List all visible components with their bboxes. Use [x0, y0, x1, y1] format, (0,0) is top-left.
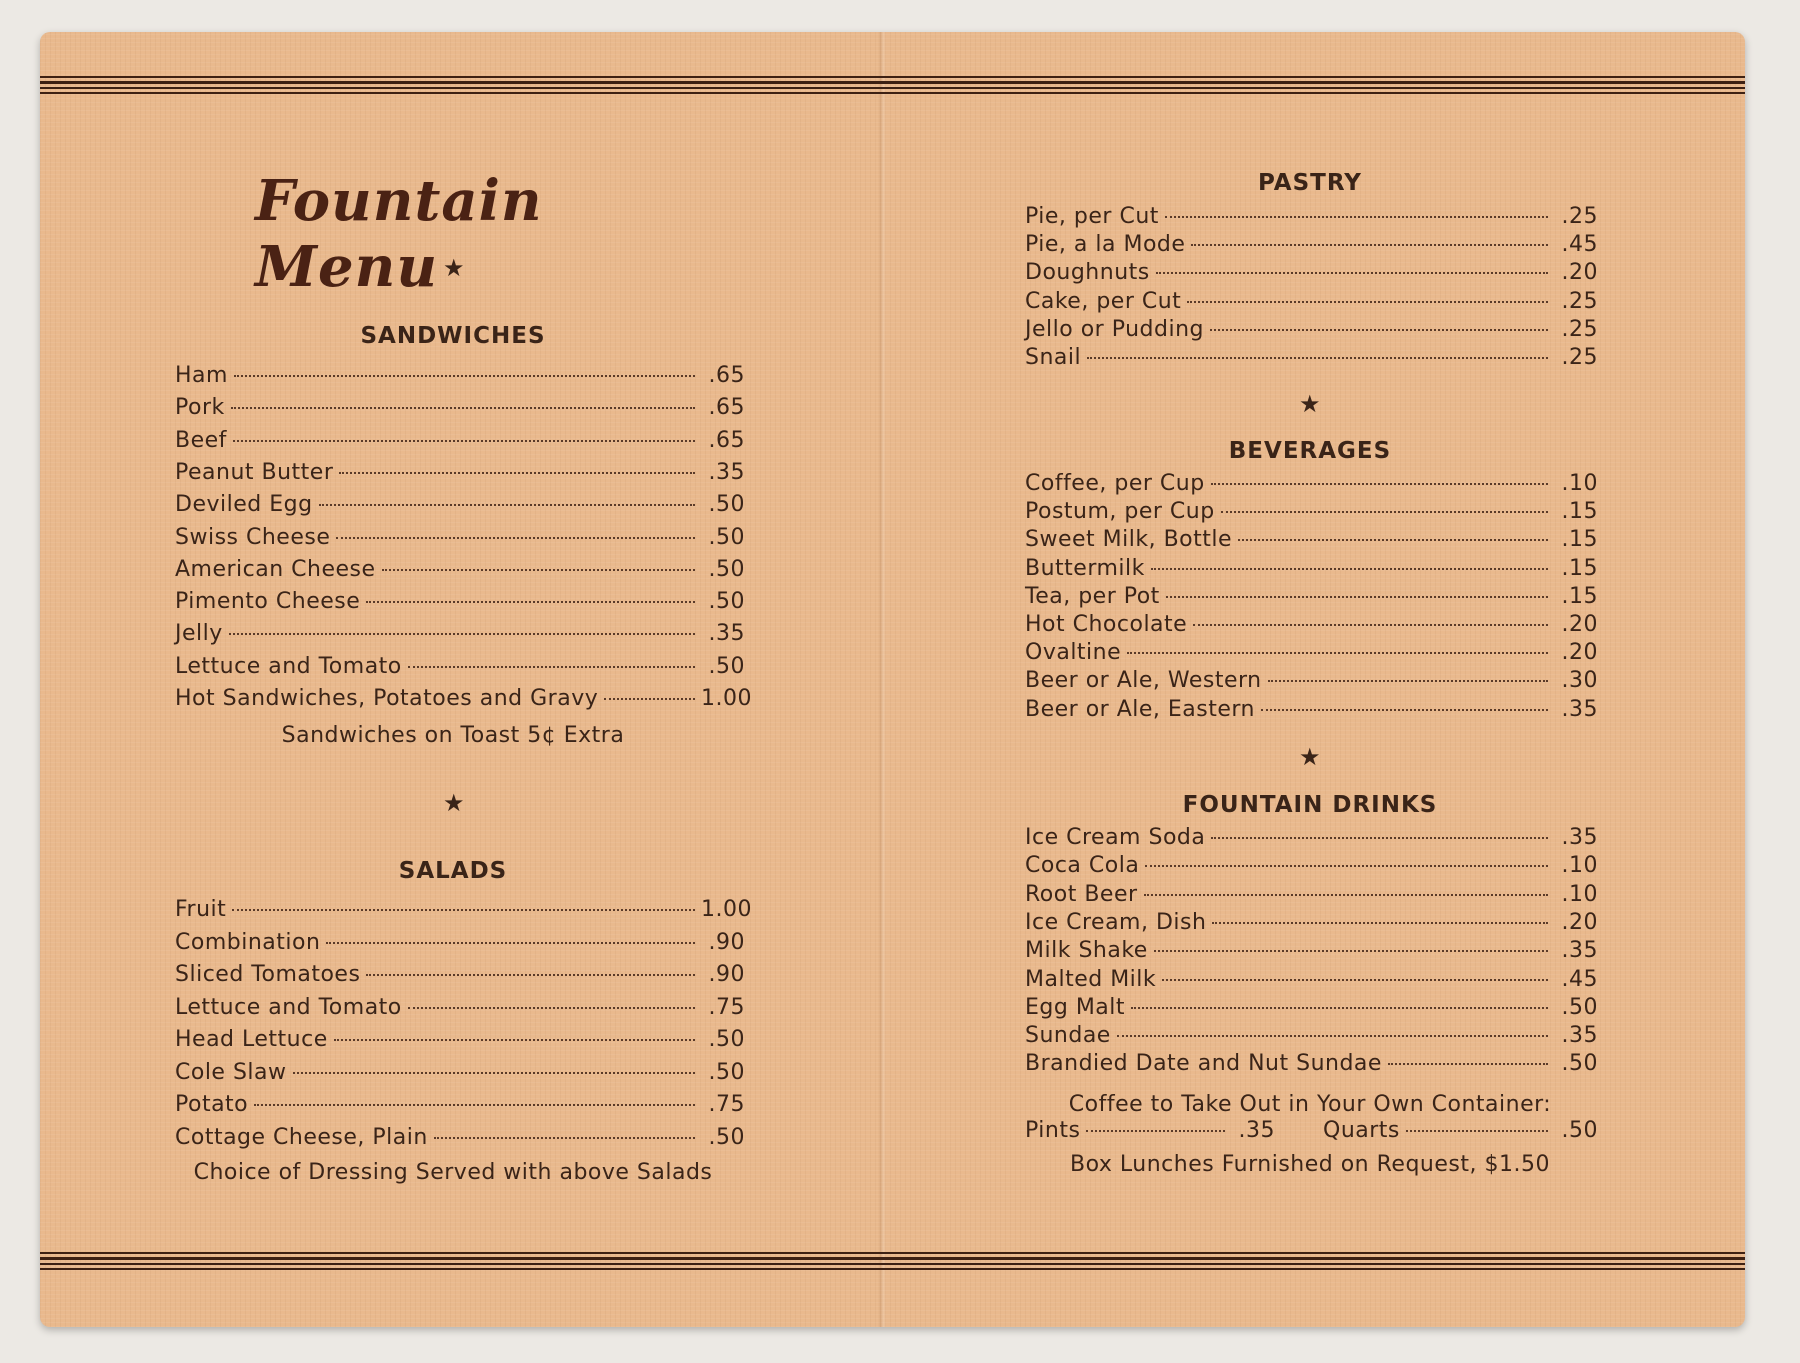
box-lunches-note: Box Lunches Furnished on Request, $1.50: [1070, 1152, 1550, 1177]
dot-leader: [293, 1072, 695, 1074]
menu-item: [1025, 938, 1598, 968]
menu-item-price: .10: [1561, 881, 1598, 907]
salads-heading: SALADS: [398, 858, 508, 884]
menu-item-price: .20: [1561, 260, 1598, 286]
star-icon: ★: [1299, 743, 1321, 771]
top-decorative-rule: [40, 76, 1745, 94]
menu-item-name: Cottage Cheese, Plain: [175, 1124, 428, 1150]
menu-item-price: .45: [1561, 232, 1598, 258]
menu-item-price: .35: [1561, 938, 1598, 964]
menu-item: [1025, 204, 1598, 234]
dot-leader: [1154, 950, 1548, 952]
quarts-row: [1323, 1118, 1598, 1148]
menu-item-name: Brandied Date and Nut Sundae: [1025, 1051, 1382, 1077]
menu-item-name: Milk Shake: [1025, 938, 1148, 964]
menu-item: [1025, 612, 1598, 642]
menu-item: [1025, 317, 1598, 347]
menu-item-price: .50: [708, 1027, 745, 1052]
menu-item-price: .35: [1561, 825, 1598, 850]
dot-leader: [1388, 1063, 1548, 1065]
bottom-decorative-rule: [40, 1252, 1745, 1270]
menu-item-name: Pimento Cheese: [175, 589, 361, 615]
menu-item-name: Jello or Pudding: [1025, 316, 1204, 342]
menu-item-price: .15: [1561, 499, 1598, 525]
dot-leader: [1131, 1007, 1548, 1009]
menu-item-price: .50: [708, 589, 745, 615]
menu-item-name: Ice Cream Soda: [1025, 825, 1206, 850]
dot-leader: [1212, 922, 1548, 924]
menu-item: [1025, 640, 1598, 670]
menu-item-name: Head Lettuce: [175, 1027, 328, 1052]
menu-item-name: Postum, per Cup: [1025, 499, 1215, 525]
menu-item-name: Snail: [1025, 345, 1082, 370]
menu-item: [1025, 697, 1598, 727]
dot-leader: [408, 666, 695, 668]
menu-item-name: Lettuce and Tomato: [175, 653, 402, 679]
dot-leader: [233, 440, 695, 442]
menu-item-name: Ovaltine: [1025, 640, 1122, 666]
dot-leader: [1211, 483, 1548, 485]
menu-item-price: .35: [1561, 696, 1598, 722]
menu-item: [175, 1060, 745, 1090]
menu-item-price: .20: [1561, 612, 1598, 637]
menu-item-name: Cole Slaw: [175, 1059, 287, 1085]
dot-leader: [1086, 1130, 1225, 1132]
dot-leader: [1261, 709, 1548, 711]
menu-item: [175, 363, 745, 393]
star-icon: ★: [443, 254, 465, 282]
menu-item: [175, 428, 745, 458]
menu-item-price: .50: [708, 1059, 745, 1085]
menu-item: [175, 930, 745, 960]
menu-item: [1025, 471, 1598, 501]
menu-item-name: Peanut Butter: [175, 459, 334, 485]
sandwiches-note: Sandwiches on Toast 5¢ Extra: [281, 723, 625, 748]
dot-leader: [1166, 596, 1548, 598]
dot-leader: [1162, 979, 1548, 981]
dot-leader: [408, 1007, 695, 1009]
menu-item: [175, 1092, 745, 1122]
menu-item: [175, 897, 752, 927]
dot-leader: [604, 698, 695, 700]
menu-item: [175, 995, 745, 1025]
dot-leader: [1221, 511, 1548, 513]
dot-leader: [1238, 539, 1548, 541]
menu-item: [175, 460, 745, 490]
dot-leader: [1165, 216, 1548, 218]
dot-leader: [1156, 272, 1548, 274]
menu-item: [1025, 1023, 1598, 1053]
menu-item: [175, 492, 745, 522]
menu-item-name: Pork: [175, 395, 225, 421]
menu-item-price: .30: [1561, 668, 1598, 694]
menu-item: [1025, 825, 1598, 855]
menu-item-price: .90: [708, 929, 745, 955]
pints-row: [1025, 1118, 1275, 1148]
menu-item-price: .25: [1561, 288, 1598, 314]
coffee-take-out-note: Coffee to Take Out in Your Own Container:: [1068, 1092, 1552, 1117]
menu-item-price: .65: [708, 363, 745, 388]
center-fold: [878, 32, 886, 1327]
menu-item: [175, 1125, 745, 1155]
menu-item: [175, 589, 745, 619]
dot-leader: [434, 1137, 695, 1139]
menu-item-name: Deviled Egg: [175, 492, 313, 518]
menu-item-name: Ham: [175, 363, 228, 388]
dot-leader: [254, 1104, 695, 1106]
dot-leader: [1210, 329, 1548, 331]
menu-item-price: .50: [708, 1124, 745, 1150]
menu-item-price: .50: [708, 524, 745, 550]
menu-item: [1025, 232, 1598, 262]
menu-item-price: .50: [708, 492, 745, 518]
menu-title: Fountain Menu: [255, 168, 543, 300]
dot-leader: [1406, 1130, 1548, 1132]
menu-item-price: .25: [1561, 316, 1598, 342]
menu-item: [1025, 260, 1598, 290]
menu-item-price: .45: [1561, 966, 1598, 992]
menu-item-name: Swiss Cheese: [175, 524, 331, 550]
menu-item: [1025, 668, 1598, 698]
menu-item-name: Root Beer: [1025, 881, 1138, 907]
dot-leader: [1144, 894, 1548, 896]
menu-item-name: Jelly: [175, 621, 223, 647]
menu-item-price: .50: [708, 653, 745, 679]
menu-item: [1025, 995, 1598, 1025]
menu-item-price: .75: [708, 1092, 745, 1117]
dot-leader: [319, 504, 695, 506]
pints-label: Pints: [1025, 1118, 1081, 1143]
dot-leader: [1145, 865, 1548, 867]
beverages-heading: BEVERAGES: [1228, 438, 1392, 464]
menu-item-name: Beer or Ale, Eastern: [1025, 696, 1255, 722]
menu-item: [1025, 345, 1598, 375]
menu-item-name: Fruit: [175, 897, 227, 922]
menu-item-price: .35: [1561, 1023, 1598, 1049]
dot-leader: [334, 1039, 695, 1041]
star-icon: ★: [1299, 390, 1321, 418]
menu-item-price: .35: [708, 459, 745, 485]
dot-leader: [1127, 652, 1548, 654]
menu-item: [175, 654, 745, 684]
star-icon: ★: [443, 789, 465, 817]
dot-leader: [382, 569, 695, 571]
dot-leader: [1117, 1035, 1548, 1037]
menu-item: [1025, 499, 1598, 529]
menu-item-price: .65: [708, 427, 745, 453]
fountain-drinks-heading: FOUNTAIN DRINKS: [1182, 792, 1438, 818]
menu-item-price: .15: [1561, 527, 1598, 553]
dot-leader: [234, 375, 695, 377]
dot-leader: [1187, 301, 1548, 303]
pastry-heading: PASTRY: [1258, 170, 1362, 196]
menu-item-name: Pie, a la Mode: [1025, 232, 1186, 258]
menu-item-price: .25: [1561, 204, 1598, 229]
menu-item-price: .15: [1561, 583, 1598, 609]
menu-item: [175, 621, 745, 651]
dot-leader: [336, 537, 695, 539]
menu-item-price: .50: [1561, 994, 1598, 1020]
menu-item-price: 1.00: [701, 686, 752, 711]
menu-item-name: Tea, per Pot: [1025, 583, 1160, 609]
menu-item-name: Doughnuts: [1025, 260, 1150, 286]
dot-leader: [326, 942, 695, 944]
dot-leader: [229, 633, 695, 635]
menu-item-price: .10: [1561, 853, 1598, 879]
menu-item-price: .50: [1561, 1051, 1598, 1077]
quarts-price: .50: [1561, 1118, 1598, 1143]
dot-leader: [366, 601, 695, 603]
menu-item: [175, 686, 752, 716]
dot-leader: [231, 407, 695, 409]
dot-leader: [1268, 680, 1548, 682]
menu-item: [1025, 853, 1598, 883]
menu-item-price: .15: [1561, 555, 1598, 581]
menu-item-name: Sweet Milk, Bottle: [1025, 527, 1233, 553]
menu-item: [1025, 556, 1598, 586]
menu-item-name: Lettuce and Tomato: [175, 994, 402, 1020]
menu-item-name: Beer or Ale, Western: [1025, 668, 1262, 694]
menu-item-name: Hot Sandwiches, Potatoes and Gravy: [175, 686, 599, 711]
menu-item: [1025, 584, 1598, 614]
menu-item: [175, 1027, 745, 1057]
menu-item-name: Combination: [175, 929, 321, 955]
dot-leader: [1151, 568, 1548, 570]
menu-item-price: .75: [708, 994, 745, 1020]
dot-leader: [1193, 624, 1548, 626]
pints-price: .35: [1238, 1118, 1275, 1143]
menu-item: [1025, 289, 1598, 319]
menu-item: [1025, 910, 1598, 940]
menu-item: [1025, 967, 1598, 997]
menu-item-name: Egg Malt: [1025, 994, 1126, 1020]
menu-item: [175, 525, 745, 555]
menu-item-name: Ice Cream, Dish: [1025, 909, 1207, 935]
menu-item-name: Malted Milk: [1025, 966, 1157, 992]
menu-item-name: Sundae: [1025, 1023, 1111, 1049]
menu-item: [175, 557, 745, 587]
dot-leader: [1087, 357, 1548, 359]
menu-item-price: .10: [1561, 471, 1598, 496]
menu-item-price: .50: [708, 556, 745, 582]
menu-item-price: .90: [708, 962, 745, 987]
menu-item: [1025, 527, 1598, 557]
menu-item: [1025, 882, 1598, 912]
menu-item-name: Potato: [175, 1092, 249, 1117]
menu-item-name: Hot Chocolate: [1025, 612, 1188, 637]
menu-item: [175, 962, 745, 992]
sandwiches-heading: SANDWICHES: [360, 323, 546, 349]
menu-item: [175, 395, 745, 425]
menu-item-price: .20: [1561, 909, 1598, 935]
menu-item-name: American Cheese: [175, 556, 376, 582]
salads-note: Choice of Dressing Served with above Salads: [193, 1160, 713, 1185]
dot-leader: [366, 974, 695, 976]
quarts-label: Quarts: [1323, 1118, 1400, 1143]
menu-item-price: .25: [1561, 345, 1598, 370]
menu-item-price: 1.00: [701, 897, 752, 922]
dot-leader: [1211, 837, 1548, 839]
menu-item-name: Coffee, per Cup: [1025, 471, 1205, 496]
dot-leader: [1191, 244, 1548, 246]
menu-item-name: Beef: [175, 427, 227, 453]
menu-item-name: Buttermilk: [1025, 555, 1145, 581]
menu-item: [1025, 1051, 1598, 1081]
menu-item-name: Coca Cola: [1025, 853, 1140, 879]
menu-item-price: .20: [1561, 640, 1598, 666]
menu-item-name: Pie, per Cut: [1025, 204, 1159, 229]
dot-leader: [232, 909, 695, 911]
menu-item-price: .65: [708, 395, 745, 421]
dot-leader: [339, 472, 695, 474]
menu-item-price: .35: [708, 621, 745, 647]
menu-item-name: Cake, per Cut: [1025, 288, 1182, 314]
menu-item-name: Sliced Tomatoes: [175, 962, 361, 987]
